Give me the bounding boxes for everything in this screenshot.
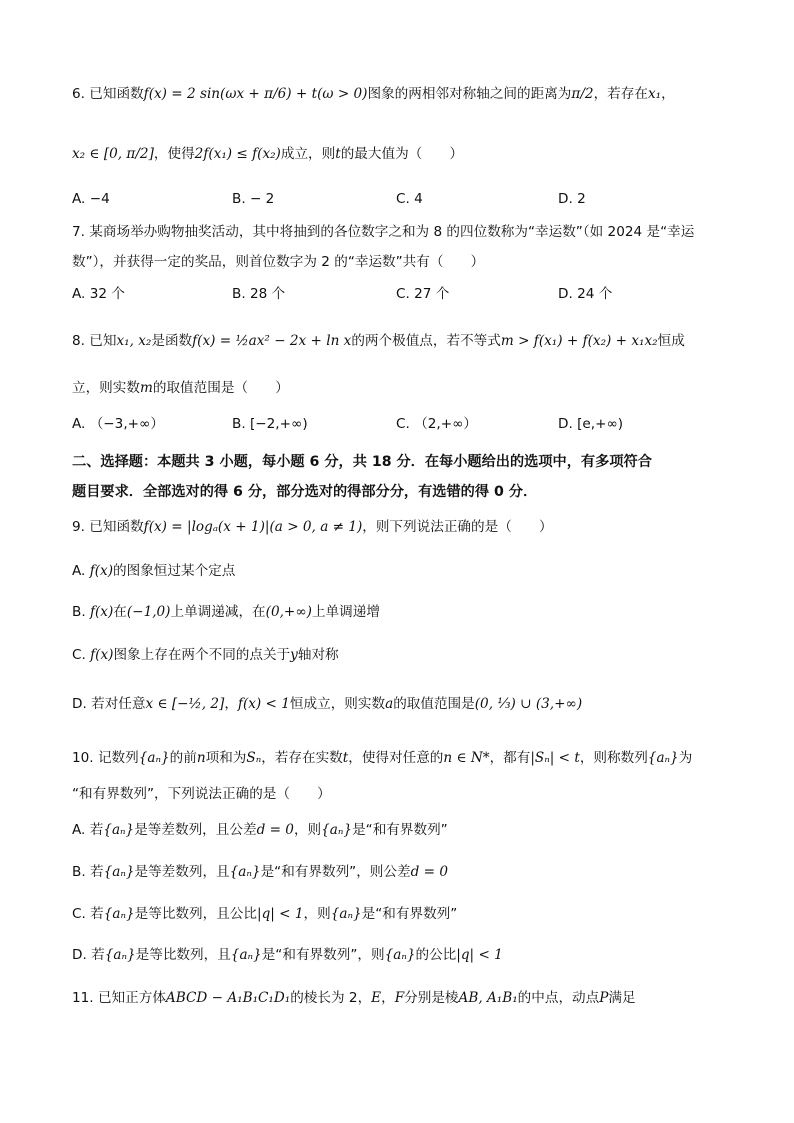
text-run: ，则 (303, 906, 331, 922)
q8-option-c: C. （2,+∞） (396, 416, 478, 432)
q7-stem-line-2 (72, 252, 484, 272)
text-run: 成立，则 (280, 146, 336, 162)
text-run: 数”），并获得一定的奖品，则首位数字为 2 的“幸运数”共有（ ） (72, 254, 485, 270)
formula: |q| < 1 (257, 906, 304, 922)
text-run: 恒成 (657, 333, 685, 349)
formula: (0, ⅓) ∪ (3,+∞) (474, 696, 583, 712)
formula: {aₙ} (384, 947, 416, 963)
formula: f(x) (89, 563, 114, 579)
text-run: ， (224, 696, 238, 712)
text-run: 11. 已知正方体 (72, 990, 166, 1006)
formula: F (394, 990, 405, 1006)
formula: {aₙ} (321, 822, 353, 838)
text-run: 上单调递增 (311, 604, 380, 620)
text-run: 的取值范围是 (393, 696, 475, 712)
text-run: ，若存在 (593, 86, 648, 102)
text-run: 8. 已知 (72, 333, 117, 349)
formula: AB, A₁B₁ (458, 990, 518, 1006)
formula: E (371, 990, 382, 1006)
formula: |q| < 1 (456, 947, 503, 963)
text-run: ，则 (293, 822, 322, 838)
formula: ABCD − A₁B₁C₁D₁ (165, 990, 291, 1006)
text-run: 恒成立，则实数 (289, 696, 386, 712)
formula: {aₙ} (647, 750, 679, 766)
formula: f(x) = 2 sin(ωx + π/6) + t(ω > 0) (143, 86, 368, 102)
text-run: 的最大值为（ ） (340, 146, 464, 162)
text-run: “和有界数列”，下列说法正确的是（ ） (72, 786, 331, 802)
text-run: 图象上存在两个不同的点关于 (113, 647, 291, 663)
q9-option-a (72, 561, 235, 581)
formula: y (290, 647, 298, 663)
text-run: 是“和有界数列”，则公差 (260, 864, 411, 880)
q9-option-d (72, 694, 582, 714)
text-run: A. (72, 563, 90, 579)
formula: P (599, 990, 609, 1006)
q8-option-a: A. （−3,+∞） (72, 416, 164, 432)
text-run: 9. 已知函数 (72, 519, 144, 535)
text-run: 上单调递减，在 (170, 604, 266, 620)
formula: {aₙ} (230, 947, 262, 963)
text-run: 是等比数列，且 (135, 947, 231, 963)
q9-option-b (72, 602, 380, 622)
text-run: ，使得 (153, 146, 195, 162)
text-run: C. (72, 647, 91, 663)
q10-option-a (72, 820, 448, 840)
formula: π/2 (571, 86, 594, 102)
q10-stem-line-1 (72, 748, 692, 768)
formula: x ∈ [−½, 2] (145, 696, 225, 712)
formula: x₂ ∈ [0, π/2] (72, 146, 154, 162)
formula: {aₙ} (103, 906, 135, 922)
formula: {aₙ} (104, 947, 136, 963)
formula: f(x) (89, 604, 114, 620)
text-run: 的两个极值点，若不等式 (351, 333, 501, 349)
text-run: 的取值范围是（ ） (152, 380, 289, 396)
formula: x₁, x₂ (116, 333, 152, 349)
q6-option-b: B. − 2 (232, 191, 275, 207)
text-run: 是等差数列，且 (134, 864, 230, 880)
q6-option-a: A. −4 (72, 191, 110, 207)
formula: a (385, 696, 394, 712)
text-run: 轴对称 (297, 647, 339, 663)
text-run: 是“和有界数列”，则 (261, 947, 385, 963)
text-run: 满足 (608, 990, 636, 1006)
q10-option-d (72, 945, 503, 965)
q6-option-d: D. 2 (558, 191, 586, 207)
text-run: ，则称数列 (579, 750, 648, 766)
formula: {aₙ} (229, 864, 261, 880)
q8-stem-line-2 (72, 378, 289, 398)
q11-stem (72, 988, 636, 1008)
text-run: C. 若 (72, 906, 104, 922)
text-run: 是“和有界数列” (361, 906, 458, 922)
text-run: B. (72, 604, 90, 620)
formula: t (335, 146, 341, 162)
q10-option-b (72, 862, 448, 882)
formula: n ∈ N* (443, 750, 490, 766)
text-run: D. 若对任意 (72, 696, 146, 712)
formula: (0,+∞) (265, 604, 312, 620)
formula: {aₙ} (103, 822, 135, 838)
text-run: D. 若 (72, 947, 105, 963)
text-run: 分别是棱 (404, 990, 459, 1006)
q10-option-c (72, 904, 457, 924)
formula: m (139, 380, 153, 396)
text-run: 的公比 (415, 947, 457, 963)
formula: 2f(x₁) ≤ f(x₂) (194, 146, 281, 162)
formula: {aₙ} (330, 906, 362, 922)
formula: f(x) = ½ax² − 2x + ln x (192, 333, 352, 349)
q7-option-c: C. 27 个 (396, 286, 450, 302)
formula: |Sₙ| < t (530, 750, 580, 766)
text-run: ，都有 (489, 750, 531, 766)
text-run: 6. 已知函数 (72, 86, 144, 102)
formula: {aₙ} (138, 750, 170, 766)
text-run: 的前 (169, 750, 197, 766)
text-run: ，使得对任意的 (348, 750, 444, 766)
formula: d = 0 (410, 864, 448, 880)
text-run: 的中点，动点 (517, 990, 600, 1006)
text-run: 10. 记数列 (72, 750, 139, 766)
formula: f(x) < 1 (237, 696, 290, 712)
formula: Sₙ (246, 750, 262, 766)
formula: f(x) = |logₐ(x + 1)|(a > 0, a ≠ 1) (143, 519, 363, 535)
formula: f(x) (90, 647, 114, 663)
formula: (−1,0) (126, 604, 171, 620)
formula: t (342, 750, 349, 766)
q6-stem-line-1 (72, 84, 675, 104)
formula: d = 0 (256, 822, 294, 838)
text-run: 是函数 (151, 333, 193, 349)
q6-stem-line-2 (72, 144, 463, 164)
text-run: 7. 某商场举办购物抽奖活动，其中将抽到的各位数字之和为 8 的四位数称为“幸运数”（如 2024 是“幸运 (72, 224, 695, 240)
text-run: 立，则实数 (72, 380, 140, 396)
q8-stem-line-1 (72, 331, 685, 351)
formula: n (196, 750, 206, 766)
text-run: 在 (113, 604, 127, 620)
text-run: 是等差数列，且公差 (134, 822, 257, 838)
text-run: 图象的两相邻对称轴之间的距离为 (367, 86, 572, 102)
q9-stem (72, 517, 553, 537)
formula: m > f(x₁) + f(x₂) + x₁x₂ (500, 333, 658, 349)
section-2-heading-line-1: 二、选择题：本题共 3 小题，每小题 6 分，共 18 分．在每小题给出的选项中，有多项符合 (72, 454, 652, 470)
text-run: ， (381, 990, 395, 1006)
formula: {aₙ} (103, 864, 135, 880)
text-run: B. 若 (72, 864, 104, 880)
text-run: 项和为 (205, 750, 247, 766)
text-run: ，若存在实数 (261, 750, 343, 766)
q7-option-a: A. 32 个 (72, 286, 125, 302)
text-run: 是等比数列，且公比 (134, 906, 257, 922)
q7-option-b: B. 28 个 (232, 286, 286, 302)
text-run: ，则下列说法正确的是（ ） (362, 519, 553, 535)
q7-stem-line-1 (72, 222, 694, 242)
section-2-heading-line-2: 题目要求．全部选对的得 6 分，部分选对的得部分分，有选错的得 0 分． (72, 484, 538, 500)
text-run: 为 (678, 750, 693, 766)
q10-stem-line-2 (72, 784, 331, 804)
q8-option-b: B. [−2,+∞) (232, 416, 308, 432)
q6-option-c: C. 4 (396, 191, 423, 207)
text-run: ， (661, 86, 675, 102)
text-run: A. 若 (72, 822, 104, 838)
q7-option-d: D. 24 个 (558, 286, 613, 302)
text-run: 的图象恒过某个定点 (113, 563, 236, 579)
q9-option-c (72, 645, 339, 665)
text-run: 是“和有界数列” (352, 822, 448, 838)
formula: x₁ (647, 86, 662, 102)
text-run: 的棱长为 2， (290, 990, 372, 1006)
q8-option-d: D. [e,+∞) (558, 416, 624, 432)
